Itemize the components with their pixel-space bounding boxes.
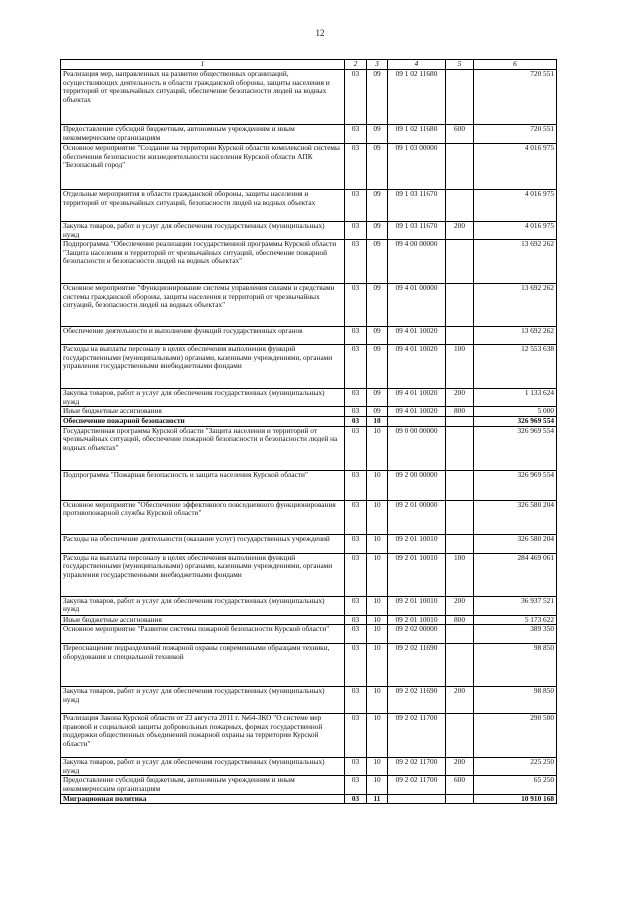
row-subsection-cell: 10	[367, 625, 388, 644]
table-row	[61, 222, 557, 240]
row-name-cell: Переоснащение подразделений пожарной охраны современными образцами техники, оборудования и специальной техникой	[61, 644, 345, 687]
table-row	[61, 776, 557, 794]
row-section-cell: 03	[345, 794, 367, 804]
row-amount-cell: 326 969 554	[474, 470, 557, 500]
row-section-cell: 03	[345, 222, 367, 240]
row-target-article-cell: 09 4 01 00000	[388, 284, 446, 327]
row-name-cell: Закупка товаров, работ и услуг для обеспечения государственных (муниципальных) нужд	[61, 389, 345, 407]
row-amount-cell: 98 850	[474, 687, 557, 714]
row-subsection-cell: 10	[367, 714, 388, 758]
row-expense-type-cell: 200	[446, 222, 474, 240]
table-row	[61, 625, 557, 644]
row-amount-cell: 720 551	[474, 125, 557, 144]
row-expense-type-cell: 100	[446, 553, 474, 596]
column-header: 2	[345, 60, 367, 70]
row-target-article-cell: 09 2 01 10010	[388, 553, 446, 596]
row-name-cell: Закупка товаров, работ и услуг для обеспечения государственных (муниципальных) нужд	[61, 758, 345, 776]
row-expense-type-cell	[446, 240, 474, 284]
row-expense-type-cell	[446, 144, 474, 190]
row-subsection-cell: 10	[367, 416, 388, 426]
column-header: 3	[367, 60, 388, 70]
row-subsection-cell: 10	[367, 615, 388, 625]
page-number: 12	[315, 28, 325, 38]
table-row	[61, 553, 557, 596]
row-amount-cell: 12 553 638	[474, 345, 557, 389]
row-expense-type-cell: 100	[446, 345, 474, 389]
row-target-article-cell: 09 4 00 00000	[388, 240, 446, 284]
row-target-article-cell: 09 2 02 11700	[388, 758, 446, 776]
row-name-cell: Отдельные мероприятия в области гражданской обороны, защиты населения и территорий от чрезвычайных ситуаций, безопасности людей на водных объектах	[61, 190, 345, 222]
row-section-cell: 03	[345, 534, 367, 553]
row-name-cell: Государственная программа Курской области "Защита населения и территорий от чрезвычайных ситуаций, обеспечение пожарной безопасности и безопасности людей на водных объектах"	[61, 426, 345, 470]
row-expense-type-cell: 800	[446, 407, 474, 417]
row-section-cell: 03	[345, 345, 367, 389]
row-target-article-cell: 09 4 01 10020	[388, 389, 446, 407]
row-target-article-cell: 09 1 02 11680	[388, 125, 446, 144]
row-amount-cell: 389 350	[474, 625, 557, 644]
row-subsection-cell: 09	[367, 240, 388, 284]
column-header: 5	[446, 60, 474, 70]
row-subsection-cell: 09	[367, 190, 388, 222]
row-name-cell: Иные бюджетные ассигнования	[61, 615, 345, 625]
row-amount-cell: 13 692 262	[474, 327, 557, 345]
row-section-cell: 03	[345, 190, 367, 222]
row-target-article-cell: 09 4 01 10020	[388, 407, 446, 417]
row-target-article-cell: 09 0 00 00000	[388, 426, 446, 470]
row-target-article-cell: 09 2 02 11700	[388, 776, 446, 794]
row-expense-type-cell	[446, 714, 474, 758]
budget-table	[60, 59, 557, 804]
row-target-article-cell: 09 1 03 11670	[388, 190, 446, 222]
row-amount-cell: 65 250	[474, 776, 557, 794]
row-section-cell: 03	[345, 644, 367, 687]
row-target-article-cell: 09 2 01 00000	[388, 500, 446, 534]
table-row	[61, 687, 557, 714]
row-section-cell: 03	[345, 125, 367, 144]
row-target-article-cell: 09 1 03 00000	[388, 144, 446, 190]
row-section-cell: 03	[345, 327, 367, 345]
row-target-article-cell: 09 2 01 10010	[388, 534, 446, 553]
row-expense-type-cell	[446, 644, 474, 687]
column-header: 4	[388, 60, 446, 70]
table-row	[61, 534, 557, 553]
row-name-cell: Реализация мер, направленных на развитие общественных организаций, осуществляющих деятельность в области гражданской обороны, защиты населения и территорий от чрезвычайных ситуаций, обеспечение безопасности людей на водных объектах	[61, 70, 345, 125]
row-name-cell: Иные бюджетные ассигнования	[61, 407, 345, 417]
row-name-cell: Основное мероприятие "Функционирование системы управления силами и средствами системы гражданской обороны, защиты населения и территорий от чрезвычайных ситуаций, безопасности людей на водных объектах"	[61, 284, 345, 327]
table-row	[61, 758, 557, 776]
row-target-article-cell: 09 4 01 10020	[388, 327, 446, 345]
row-subsection-cell: 10	[367, 644, 388, 687]
row-expense-type-cell	[446, 327, 474, 345]
row-expense-type-cell: 200	[446, 596, 474, 615]
row-subsection-cell: 10	[367, 553, 388, 596]
table-row	[61, 470, 557, 500]
row-name-cell: Расходы на обеспечение деятельности (оказание услуг) государственных учреждений	[61, 534, 345, 553]
row-amount-cell: 290 500	[474, 714, 557, 758]
row-target-article-cell: 09 2 02 11700	[388, 714, 446, 758]
column-header: 6	[474, 60, 557, 70]
row-section-cell: 03	[345, 144, 367, 190]
table-row	[61, 389, 557, 407]
row-expense-type-cell	[446, 794, 474, 804]
row-name-cell: Закупка товаров, работ и услуг для обеспечения государственных (муниципальных) нужд	[61, 596, 345, 615]
row-target-article-cell: 09 2 00 00000	[388, 470, 446, 500]
column-number-row	[61, 60, 557, 70]
row-section-cell: 03	[345, 240, 367, 284]
row-expense-type-cell: 600	[446, 776, 474, 794]
row-amount-cell: 4 016 975	[474, 144, 557, 190]
row-section-cell: 03	[345, 625, 367, 644]
row-name-cell: Подпрограмма "Обеспечение реализации государственной программы Курской области "Защита населения и территорий от чрезвычайных ситуаций, обеспечение пожарной безопасности и безопасности людей на водных объектах"	[61, 240, 345, 284]
row-section-cell: 03	[345, 687, 367, 714]
row-target-article-cell: 09 1 03 11670	[388, 222, 446, 240]
row-amount-cell: 326 580 204	[474, 500, 557, 534]
table-row	[61, 144, 557, 190]
row-subsection-cell: 10	[367, 500, 388, 534]
row-subsection-cell: 11	[367, 794, 388, 804]
row-expense-type-cell	[446, 500, 474, 534]
row-section-cell: 03	[345, 426, 367, 470]
row-amount-cell: 4 016 975	[474, 222, 557, 240]
table-row	[61, 70, 557, 125]
table-row	[61, 714, 557, 758]
row-expense-type-cell: 200	[446, 758, 474, 776]
table-row	[61, 327, 557, 345]
row-section-cell: 03	[345, 596, 367, 615]
table-row	[61, 416, 557, 426]
row-subsection-cell: 09	[367, 284, 388, 327]
table-row	[61, 345, 557, 389]
row-amount-cell: 720 551	[474, 70, 557, 125]
row-subsection-cell: 09	[367, 389, 388, 407]
row-section-cell: 03	[345, 500, 367, 534]
table-row	[61, 190, 557, 222]
row-name-cell: Расходы на выплаты персоналу в целях обеспечения выполнения функций государственными (муниципальными) органами, казенными учреждениями, органами управления государственными внебюджетными фондами	[61, 553, 345, 596]
row-subsection-cell: 09	[367, 222, 388, 240]
row-section-cell: 03	[345, 389, 367, 407]
row-subsection-cell: 10	[367, 687, 388, 714]
row-target-article-cell: 09 1 02 11680	[388, 70, 446, 125]
table-row	[61, 644, 557, 687]
row-name-cell: Предоставление субсидий бюджетным, автономным учреждениям и иным некоммерческим организациям	[61, 776, 345, 794]
row-target-article-cell: 09 2 01 10010	[388, 596, 446, 615]
table-row	[61, 284, 557, 327]
row-subsection-cell: 10	[367, 758, 388, 776]
row-section-cell: 03	[345, 407, 367, 417]
row-name-cell: Основное мероприятие "Развитие системы пожарной безопасности Курской области"	[61, 625, 345, 644]
row-subsection-cell: 10	[367, 596, 388, 615]
row-name-cell: Закупка товаров, работ и услуг для обеспечения государственных (муниципальных) нужд	[61, 687, 345, 714]
row-name-cell: Основное мероприятие "Обеспечение эффективного повседневного функционирования противопожарной службы Курской области"	[61, 500, 345, 534]
column-header: 1	[61, 60, 345, 70]
row-subsection-cell: 09	[367, 125, 388, 144]
row-amount-cell: 13 692 262	[474, 240, 557, 284]
row-amount-cell: 36 937 521	[474, 596, 557, 615]
table-row	[61, 426, 557, 470]
row-name-cell: Обеспечение пожарной безопасности	[61, 416, 345, 426]
row-name-cell: Обеспечение деятельности и выполнение функций государственных органов	[61, 327, 345, 345]
row-expense-type-cell	[446, 534, 474, 553]
row-amount-cell: 4 016 975	[474, 190, 557, 222]
row-section-cell: 03	[345, 553, 367, 596]
row-amount-cell: 10 910 168	[474, 794, 557, 804]
row-amount-cell: 284 469 061	[474, 553, 557, 596]
row-subsection-cell: 09	[367, 70, 388, 125]
row-expense-type-cell: 200	[446, 389, 474, 407]
row-name-cell: Предоставление субсидий бюджетным, автономным учреждениям и иным некоммерческим организациям	[61, 125, 345, 144]
row-section-cell: 03	[345, 416, 367, 426]
row-expense-type-cell	[446, 426, 474, 470]
row-target-article-cell: 09 2 02 00000	[388, 625, 446, 644]
table-row	[61, 240, 557, 284]
row-expense-type-cell	[446, 284, 474, 327]
row-section-cell: 03	[345, 284, 367, 327]
row-name-cell: Закупка товаров, работ и услуг для обеспечения государственных (муниципальных) нужд	[61, 222, 345, 240]
row-amount-cell: 98 850	[474, 644, 557, 687]
row-expense-type-cell	[446, 470, 474, 500]
row-expense-type-cell	[446, 70, 474, 125]
row-amount-cell: 326 969 554	[474, 426, 557, 470]
row-target-article-cell: 09 2 02 11690	[388, 644, 446, 687]
row-target-article-cell: 09 2 02 11690	[388, 687, 446, 714]
row-section-cell: 03	[345, 758, 367, 776]
row-amount-cell: 5 173 622	[474, 615, 557, 625]
row-section-cell: 03	[345, 776, 367, 794]
row-name-cell: Реализация Закона Курской области от 23 августа 2011 г. №64-ЗКО "О системе мер правовой и социальной защиты добровольных пожарных, формах государственной поддержки общественных объединений пожарной охраны на территории Курской области"	[61, 714, 345, 758]
row-expense-type-cell: 200	[446, 687, 474, 714]
row-name-cell: Расходы на выплаты персоналу в целях обеспечения выполнения функций государственными (муниципальными) органами, казенными учреждениями, органами управления государственными внебюджетными фондами	[61, 345, 345, 389]
row-expense-type-cell	[446, 190, 474, 222]
row-amount-cell: 13 692 262	[474, 284, 557, 327]
row-section-cell: 03	[345, 70, 367, 125]
row-section-cell: 03	[345, 714, 367, 758]
row-subsection-cell: 09	[367, 345, 388, 389]
row-name-cell: Подпрограмма "Пожарная безопасность и защита населения Курской области"	[61, 470, 345, 500]
table-row	[61, 500, 557, 534]
row-amount-cell: 225 250	[474, 758, 557, 776]
row-subsection-cell: 09	[367, 144, 388, 190]
row-section-cell: 03	[345, 470, 367, 500]
row-target-article-cell	[388, 794, 446, 804]
row-subsection-cell: 10	[367, 426, 388, 470]
row-amount-cell: 1 133 624	[474, 389, 557, 407]
row-amount-cell: 5 000	[474, 407, 557, 417]
table-row	[61, 794, 557, 804]
row-target-article-cell: 09 2 01 10010	[388, 615, 446, 625]
row-section-cell: 03	[345, 615, 367, 625]
table-row	[61, 596, 557, 615]
row-subsection-cell: 09	[367, 327, 388, 345]
row-target-article-cell	[388, 416, 446, 426]
row-name-cell: Основное мероприятие "Создание на территории Курской области комплексной системы обеспечения безопасности жизнедеятельности населения Курской области АПК "Безопасный город"	[61, 144, 345, 190]
row-target-article-cell: 09 4 01 10020	[388, 345, 446, 389]
row-name-cell: Миграционная политика	[61, 794, 345, 804]
row-expense-type-cell: 600	[446, 125, 474, 144]
row-subsection-cell: 10	[367, 776, 388, 794]
row-expense-type-cell: 800	[446, 615, 474, 625]
row-expense-type-cell	[446, 416, 474, 426]
row-subsection-cell: 09	[367, 407, 388, 417]
row-amount-cell: 326 969 554	[474, 416, 557, 426]
row-subsection-cell: 10	[367, 470, 388, 500]
row-subsection-cell: 10	[367, 534, 388, 553]
row-amount-cell: 326 580 204	[474, 534, 557, 553]
table-row	[61, 125, 557, 144]
row-expense-type-cell	[446, 625, 474, 644]
